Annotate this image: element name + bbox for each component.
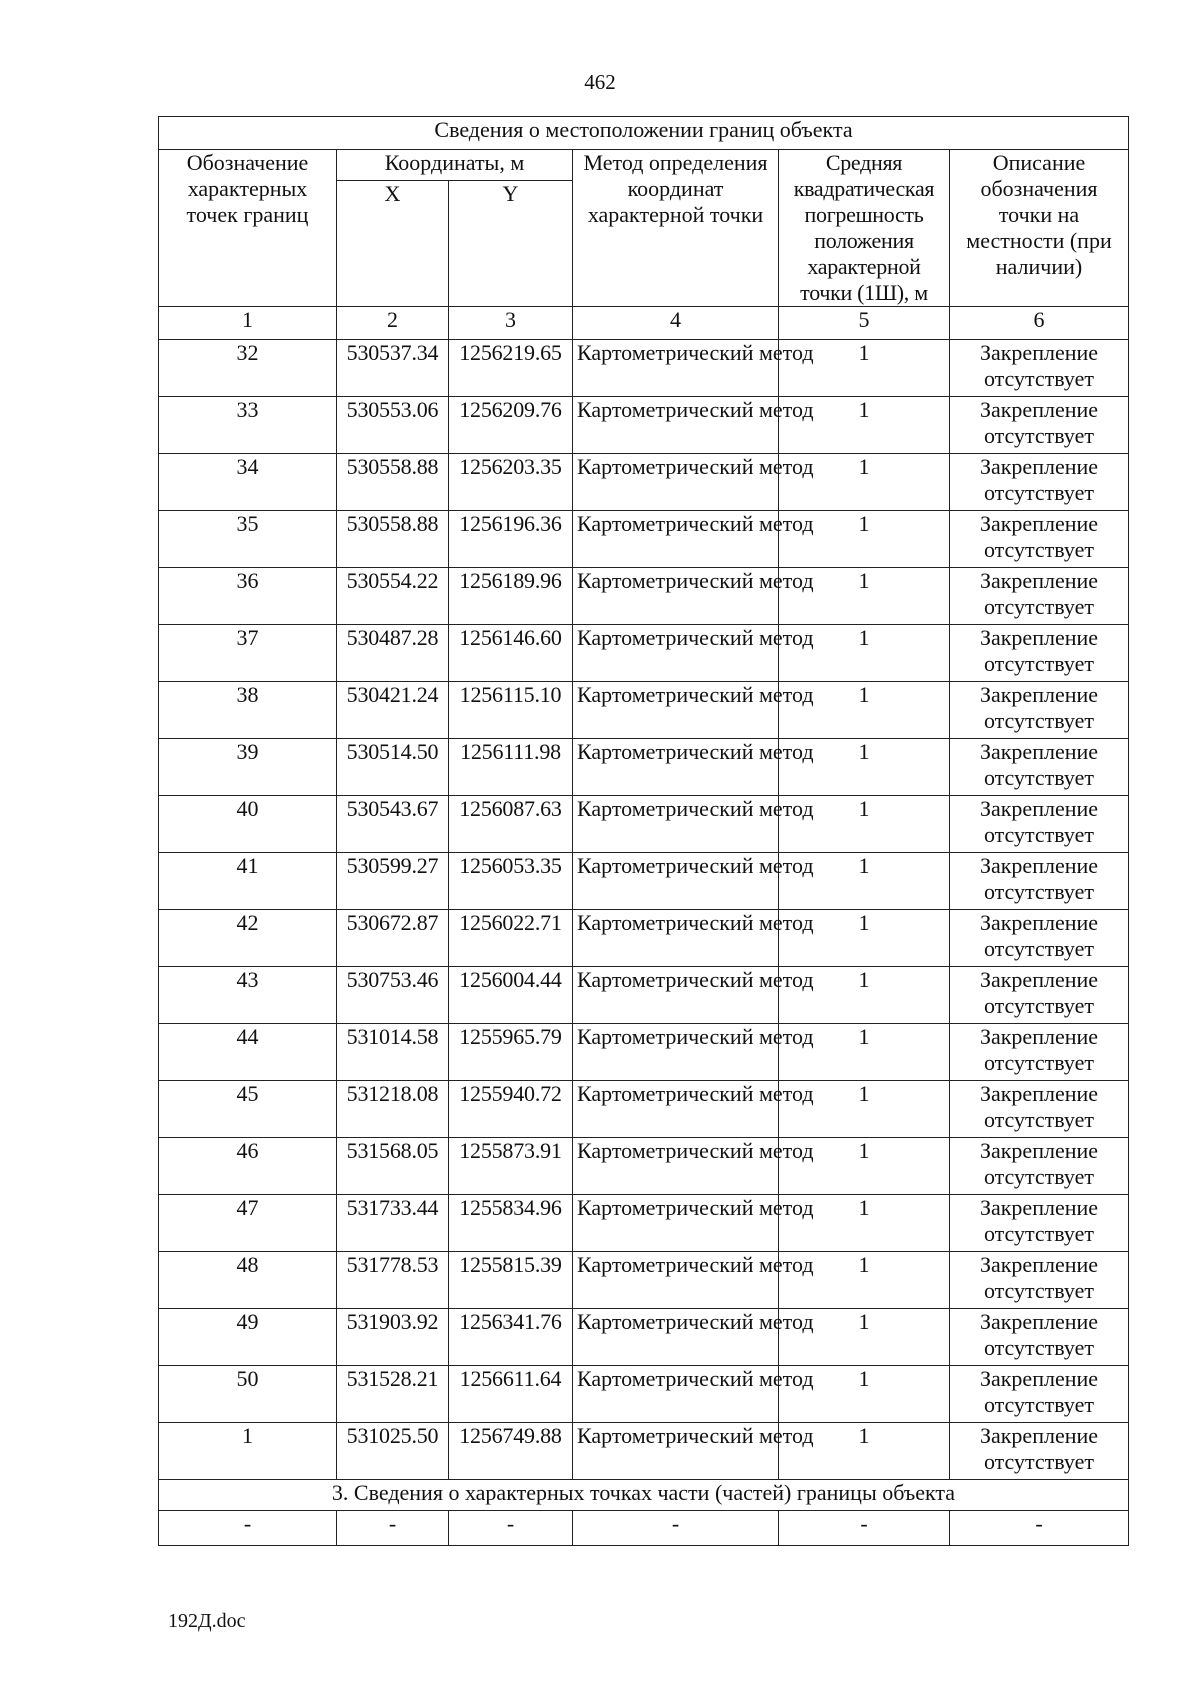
table-row [159,625,1129,682]
dash-cell: - [573,1511,779,1546]
cell-description: Закрепление отсутствует [950,1081,1129,1138]
cell-method: Картометрический метод [573,853,779,910]
cell-y: 1256053.35 [449,853,573,910]
page-number: 462 [584,70,616,94]
cell-method: Картометрический метод [573,796,779,853]
cell-description: Закрепление отсутствует [950,796,1129,853]
cell-x: 530599.27 [337,853,449,910]
cell-error: 1 [779,739,950,796]
table-row [159,796,1129,853]
cell-error: 1 [779,397,950,454]
cell-x: 531528.21 [337,1366,449,1423]
column-number-cell: 2 [337,307,449,340]
cell-x: 531025.50 [337,1423,449,1480]
cell-description: Закрепление отсутствует [950,853,1129,910]
cell-method: Картометрический метод [573,739,779,796]
table-row [159,910,1129,967]
cell-error: 1 [779,1309,950,1366]
cell-description: Закрепление отсутствует [950,1309,1129,1366]
cell-point: 43 [159,967,337,1024]
cell-description: Закрепление отсутствует [950,1138,1129,1195]
cell-error: 1 [779,1423,950,1480]
cell-point: 49 [159,1309,337,1366]
cell-description: Закрепление отсутствует [950,967,1129,1024]
table-row [159,967,1129,1024]
cell-point: 35 [159,511,337,568]
table-row [159,1309,1129,1366]
cell-x: 530553.06 [337,397,449,454]
table-title: Сведения о местоположении границ объекта [159,117,1129,150]
header-error: Средняя квадратическая погрешность положения характерной точки (1Ш), м [779,150,950,307]
dash-cell: - [779,1511,950,1546]
cell-error: 1 [779,853,950,910]
cell-description: Закрепление отсутствует [950,1366,1129,1423]
cell-x: 530672.87 [337,910,449,967]
cell-point: 39 [159,739,337,796]
header-description: Описание обозначения точки на местности (при наличии) [950,150,1129,307]
cell-description: Закрепление отсутствует [950,910,1129,967]
cell-y: 1255834.96 [449,1195,573,1252]
cell-description: Закрепление отсутствует [950,1252,1129,1309]
column-number-cell: 5 [779,307,950,340]
footer-filename: 192Д.doc [168,1610,246,1632]
cell-y: 1256146.60 [449,625,573,682]
cell-y: 1256341.76 [449,1309,573,1366]
cell-point: 45 [159,1081,337,1138]
column-number-cell: 6 [950,307,1129,340]
column-number-cell: 3 [449,307,573,340]
cell-point: 44 [159,1024,337,1081]
cell-error: 1 [779,910,950,967]
cell-description: Закрепление отсутствует [950,1423,1129,1480]
cell-description: Закрепление отсутствует [950,568,1129,625]
table-row [159,1195,1129,1252]
cell-y: 1255815.39 [449,1252,573,1309]
cell-point: 37 [159,625,337,682]
cell-y: 1256004.44 [449,967,573,1024]
dash-cell: - [950,1511,1129,1546]
cell-point: 41 [159,853,337,910]
cell-point: 32 [159,340,337,397]
cell-error: 1 [779,1081,950,1138]
cell-error: 1 [779,967,950,1024]
cell-description: Закрепление отсутствует [950,454,1129,511]
cell-error: 1 [779,682,950,739]
cell-method: Картометрический метод [573,454,779,511]
cell-description: Закрепление отсутствует [950,511,1129,568]
cell-error: 1 [779,511,950,568]
cell-x: 531778.53 [337,1252,449,1309]
cell-y: 1256111.98 [449,739,573,796]
column-number-row [159,307,1129,340]
cell-method: Картометрический метод [573,625,779,682]
cell-y: 1256749.88 [449,1423,573,1480]
cell-description: Закрепление отсутствует [950,340,1129,397]
table-row [159,340,1129,397]
cell-point: 48 [159,1252,337,1309]
cell-method: Картометрический метод [573,1423,779,1480]
cell-description: Закрепление отсутствует [950,1024,1129,1081]
cell-description: Закрепление отсутствует [950,397,1129,454]
table-row [159,1423,1129,1480]
cell-method: Картометрический метод [573,1081,779,1138]
cell-point: 47 [159,1195,337,1252]
header-x: X [337,181,449,307]
cell-point: 38 [159,682,337,739]
table-row [159,1081,1129,1138]
cell-method: Картометрический метод [573,1252,779,1309]
cell-y: 1256022.71 [449,910,573,967]
cell-point: 34 [159,454,337,511]
cell-method: Картометрический метод [573,682,779,739]
cell-x: 530543.67 [337,796,449,853]
cell-point: 33 [159,397,337,454]
section3-title: 3. Сведения о характерных точках части (частей) границы объекта [159,1480,1129,1511]
table-row [159,1024,1129,1081]
cell-error: 1 [779,1195,950,1252]
section3-empty-row [159,1511,1129,1546]
cell-method: Картометрический метод [573,967,779,1024]
cell-x: 530753.46 [337,967,449,1024]
cell-method: Картометрический метод [573,340,779,397]
cell-point: 1 [159,1423,337,1480]
cell-y: 1256219.65 [449,340,573,397]
cell-error: 1 [779,1024,950,1081]
cell-description: Закрепление отсутствует [950,682,1129,739]
cell-point: 50 [159,1366,337,1423]
table-row [159,1366,1129,1423]
cell-method: Картометрический метод [573,568,779,625]
cell-x: 530558.88 [337,454,449,511]
cell-point: 46 [159,1138,337,1195]
cell-description: Закрепление отсутствует [950,1195,1129,1252]
dash-cell: - [159,1511,337,1546]
cell-error: 1 [779,454,950,511]
cell-y: 1255873.91 [449,1138,573,1195]
dash-cell: - [449,1511,573,1546]
table-row [159,568,1129,625]
cell-y: 1256203.35 [449,454,573,511]
cell-error: 1 [779,796,950,853]
cell-x: 530554.22 [337,568,449,625]
cell-y: 1256611.64 [449,1366,573,1423]
table-row [159,511,1129,568]
cell-y: 1255940.72 [449,1081,573,1138]
header-method: Метод определения координат характерной точки [573,150,779,307]
cell-point: 36 [159,568,337,625]
table-row [159,1138,1129,1195]
cell-error: 1 [779,568,950,625]
cell-x: 531568.05 [337,1138,449,1195]
cell-x: 531014.58 [337,1024,449,1081]
cell-method: Картометрический метод [573,511,779,568]
cell-method: Картометрический метод [573,1309,779,1366]
cell-y: 1256087.63 [449,796,573,853]
cell-error: 1 [779,625,950,682]
table-row [159,1252,1129,1309]
cell-x: 530421.24 [337,682,449,739]
cell-x: 530514.50 [337,739,449,796]
cell-x: 530487.28 [337,625,449,682]
column-number-cell: 4 [573,307,779,340]
table-row [159,454,1129,511]
cell-method: Картометрический метод [573,1366,779,1423]
cell-point: 40 [159,796,337,853]
cell-y: 1255965.79 [449,1024,573,1081]
cell-error: 1 [779,340,950,397]
cell-description: Закрепление отсутствует [950,739,1129,796]
cell-method: Картометрический метод [573,910,779,967]
cell-x: 531218.08 [337,1081,449,1138]
cell-x: 531733.44 [337,1195,449,1252]
boundary-table [158,116,1129,1546]
header-coordinates: Координаты, м [337,150,573,181]
cell-method: Картометрический метод [573,1195,779,1252]
cell-method: Картометрический метод [573,1138,779,1195]
table-row [159,397,1129,454]
cell-description: Закрепление отсутствует [950,625,1129,682]
table-row [159,853,1129,910]
cell-x: 530537.34 [337,340,449,397]
cell-y: 1256196.36 [449,511,573,568]
cell-y: 1256115.10 [449,682,573,739]
cell-y: 1256189.96 [449,568,573,625]
dash-cell: - [337,1511,449,1546]
cell-point: 42 [159,910,337,967]
cell-x: 530558.88 [337,511,449,568]
cell-x: 531903.92 [337,1309,449,1366]
table-row [159,682,1129,739]
cell-error: 1 [779,1252,950,1309]
cell-method: Картометрический метод [573,1024,779,1081]
cell-y: 1256209.76 [449,397,573,454]
header-y: Y [449,181,573,307]
column-number-cell: 1 [159,307,337,340]
cell-method: Картометрический метод [573,397,779,454]
cell-error: 1 [779,1138,950,1195]
cell-error: 1 [779,1366,950,1423]
table-row [159,739,1129,796]
header-designation: Обозначение характерных точек границ [159,150,337,307]
